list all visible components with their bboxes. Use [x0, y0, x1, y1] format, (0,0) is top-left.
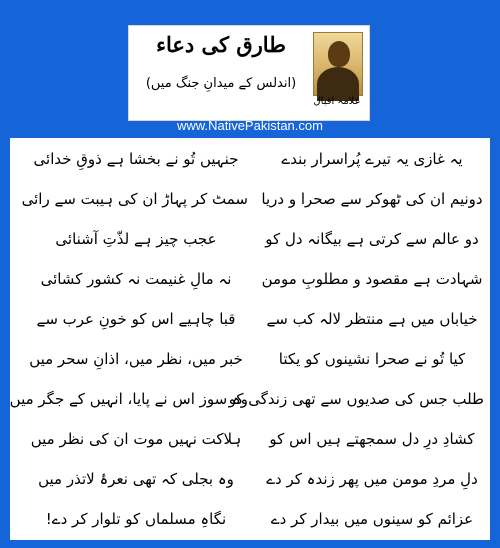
- website-url: www.NativePakistan.com: [177, 118, 323, 133]
- couplet-first-line: کشادِ درِ دل سمجھتے ہیں اس کو: [269, 430, 475, 448]
- poem-body: [10, 138, 490, 540]
- couplet-second-line: جنہیں تُو نے بخشا ہے ذوقِ خدائی: [33, 150, 239, 168]
- couplet-second-line: قبا چاہیے اس کو خونِ عرب سے: [36, 310, 236, 328]
- couplet-second-line: وہ سوز اس نے پایا، انہیں کے جگر میں: [9, 390, 248, 408]
- poet-name: علامہ اقبال: [313, 96, 361, 107]
- poem-title: طارق کی دعاء: [156, 32, 286, 57]
- couplet: [10, 458, 490, 500]
- couplet-second-line: سمٹ کر پہاڑ ان کی ہیبت سے رائی: [21, 190, 248, 208]
- poem-subtitle: (اندلس کے میدانِ جنگ میں): [145, 76, 297, 91]
- couplet: [10, 138, 490, 180]
- couplet: [10, 298, 490, 340]
- couplet-first-line: دو عالم سے کرتی ہے بیگانہ دل کو: [265, 230, 479, 248]
- couplet-first-line: شہادت ہے مقصود و مطلوبِ مومن: [261, 270, 483, 288]
- couplet-second-line: عجب چیز ہے لذّتِ آشنائی: [55, 230, 217, 248]
- couplet-second-line: وہ بجلی کہ تھی نعرۂ لاتذر میں: [38, 470, 234, 488]
- couplet: [10, 378, 490, 420]
- poet-portrait: [313, 32, 363, 96]
- couplet: [10, 218, 490, 260]
- couplet: [10, 258, 490, 300]
- header-card: [128, 25, 370, 121]
- couplet: [10, 338, 490, 380]
- couplet-second-line: ہلاکت نہیں موت ان کی نظر میں: [30, 430, 242, 448]
- portrait-head: [328, 41, 350, 67]
- couplet: [10, 178, 490, 220]
- couplet-second-line: نگاہِ مسلماں کو تلوار کر دے!: [45, 510, 227, 528]
- couplet-first-line: یہ غازی یہ تیرے پُراسرار بندے: [281, 150, 463, 168]
- couplet-second-line: نہ مالِ غنیمت نہ کشور کشائی: [40, 270, 232, 288]
- couplet-first-line: طلب جس کی صدیوں سے تھی زندگی کو: [228, 390, 484, 408]
- couplet-first-line: دلِ مردِ مومن میں پھر زندہ کر دے: [266, 470, 478, 488]
- couplet-first-line: دونیم ان کی ٹھوکر سے صحرا و دریا: [261, 190, 483, 208]
- couplet: [10, 498, 490, 540]
- couplet-first-line: خیاباں میں ہے منتظر لالہ کب سے: [266, 310, 478, 328]
- couplet: [10, 418, 490, 460]
- couplet-first-line: کیا تُو نے صحرا نشینوں کو یکتا: [278, 350, 466, 368]
- couplet-first-line: عزائم کو سینوں میں بیدار کر دے: [270, 510, 474, 528]
- couplet-second-line: خبر میں، نظر میں، اذانِ سحر میں: [29, 350, 243, 368]
